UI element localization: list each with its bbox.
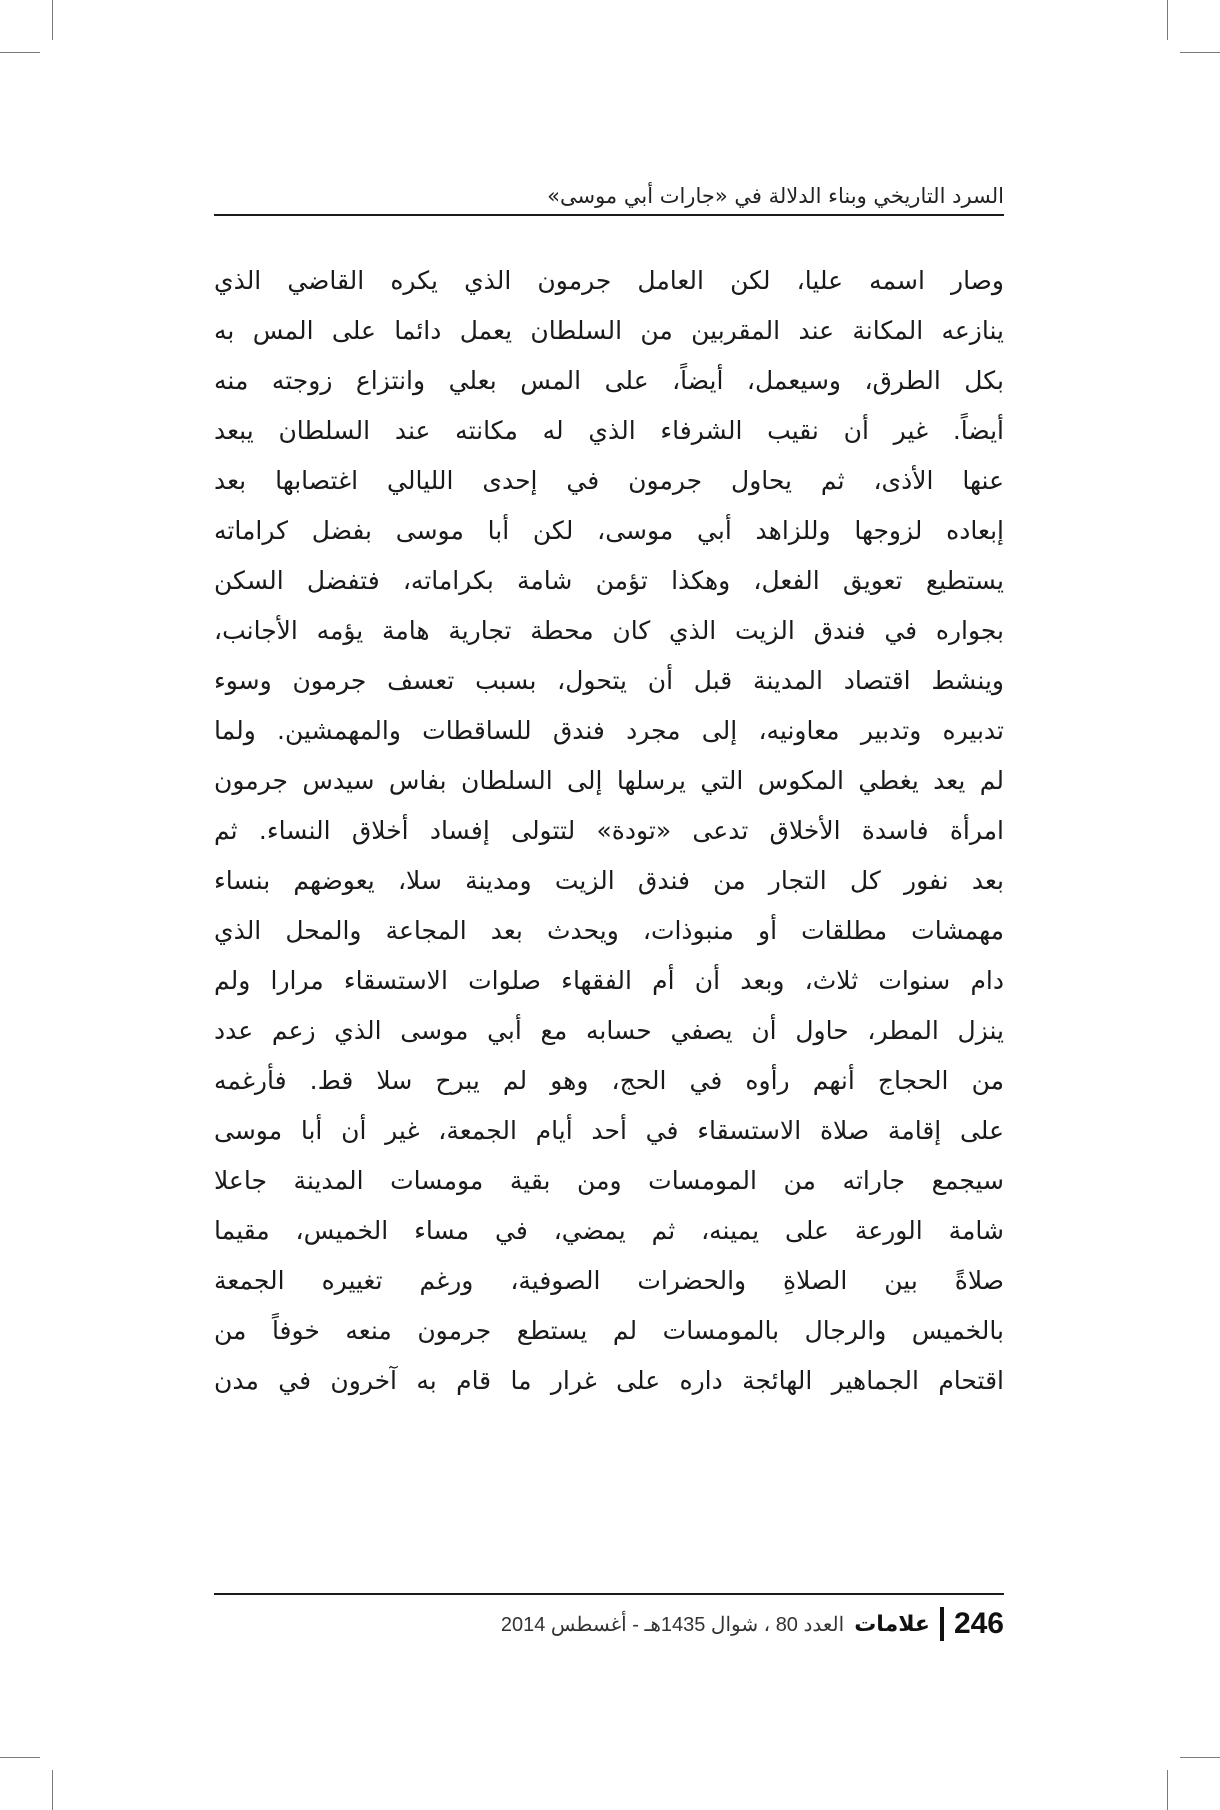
crop-mark-bottom-right-horizontal — [1180, 1757, 1220, 1758]
body-line: وصار اسمه عليا، لكن العامل جرمون الذي يكره القاضي الذي — [214, 266, 1004, 295]
body-text — [214, 256, 1004, 1406]
page-number: 246 — [953, 1607, 1004, 1640]
body-line: تدبيره وتدبير معاونيه، إلى مجرد فندق للساقطات والمهمشين. ولما — [214, 716, 1004, 745]
body-line: بعد نفور كل التجار من فندق الزيت ومدينة سلا، يعوضهم بنساء — [214, 866, 1004, 895]
body-line: لم يعد يغطي المكوس التي يرسلها إلى السلطان بفاس سيدس جرمون — [214, 766, 1004, 795]
body-line: سيجمع جاراته من المومسات ومن بقية مومسات المدينة جاعلا — [214, 1166, 1004, 1195]
crop-mark-bottom-right-vertical — [1167, 1770, 1168, 1810]
crop-mark-top-left-vertical — [52, 0, 53, 40]
crop-mark-bottom-left-horizontal — [0, 1757, 40, 1758]
crop-mark-top-right-vertical — [1167, 0, 1168, 40]
crop-mark-bottom-left-vertical — [52, 1770, 53, 1810]
body-line: امرأة فاسدة الأخلاق تدعى «تودة» لتتولى إفساد أخلاق النساء. ثم — [214, 816, 1004, 845]
footer — [214, 1604, 1004, 1644]
running-header: السرد التاريخي وبناء الدلالة في «جارات أبي موسى» — [547, 184, 1004, 208]
body-line: وينشط اقتصاد المدينة قبل أن يتحول، بسبب تعسف جرمون وسوء — [214, 666, 1004, 695]
header-rule — [214, 214, 1004, 216]
body-line: ينزل المطر، حاول أن يصفي حسابه مع أبي موسى الذي زعم عدد — [214, 1016, 1004, 1045]
body-line: بالخميس والرجال بالمومسات لم يستطع جرمون منعه خوفاً من — [214, 1316, 1004, 1345]
body-line: بكل الطرق، وسيعمل، أيضاً، على المس بعلي وانتزاع زوجته منه — [214, 366, 1004, 395]
footer-separator-bar — [940, 1607, 944, 1641]
journal-logo: علامات — [854, 1611, 930, 1637]
crop-mark-top-right-horizontal — [1180, 52, 1220, 53]
body-line: على إقامة صلاة الاستسقاء في أحد أيام الجمعة، غير أن أبا موسى — [214, 1116, 1004, 1145]
footer-rule — [214, 1593, 1004, 1595]
body-line: صلاةً بين الصلاةِ والحضرات الصوفية، ورغم تغييره الجمعة — [214, 1266, 1004, 1295]
body-line: اقتحام الجماهير الهائجة داره على غرار ما قام به آخرون في مدن — [214, 1366, 1004, 1395]
body-line: عنها الأذى، ثم يحاول جرمون في إحدى الليالي اغتصابها بعد — [214, 466, 1004, 495]
body-line: من الحجاج أنهم رأوه في الحج، وهو لم يبرح سلا قط. فأرغمه — [214, 1066, 1004, 1095]
body-line: أيضاً. غير أن نقيب الشرفاء الذي له مكانته عند السلطان يبعد — [214, 416, 1004, 445]
body-line: شامة الورعة على يمينه، ثم يمضي، في مساء الخميس، مقيما — [214, 1216, 1004, 1245]
body-line: إبعاده لزوجها وللزاهد أبي موسى، لكن أبا موسى بفضل كراماته — [214, 516, 1004, 545]
body-line: مهمشات مطلقات أو منبوذات، ويحدث بعد المجاعة والمحل الذي — [214, 916, 1004, 945]
body-line: ينازعه المكانة عند المقربين من السلطان يعمل دائما على المس به — [214, 316, 1004, 345]
body-line: بجواره في فندق الزيت الذي كان محطة تجارية هامة يؤمه الأجانب، — [214, 616, 1004, 645]
issue-info: العدد 80 ، شوال 1435هـ - أغسطس 2014 — [500, 1613, 845, 1636]
body-line: دام سنوات ثلاث، وبعد أن أم الفقهاء صلوات الاستسقاء مرارا ولم — [214, 966, 1004, 995]
crop-mark-top-left-horizontal — [0, 52, 40, 53]
body-line: يستطيع تعويق الفعل، وهكذا تؤمن شامة بكراماته، فتفضل السكن — [214, 566, 1004, 595]
